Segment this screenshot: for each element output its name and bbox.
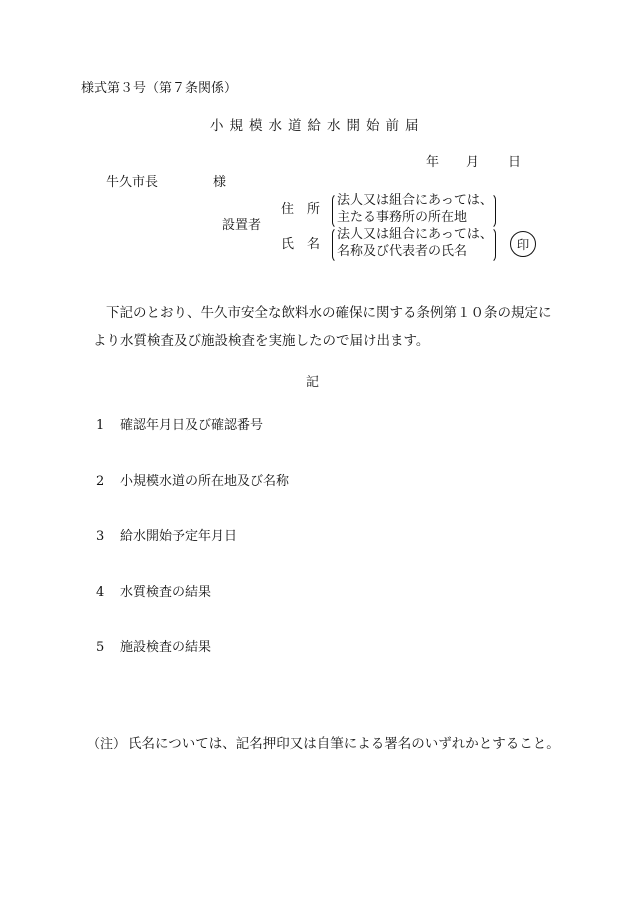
item-label: 小規模水道の所在地及び名称 — [120, 474, 290, 489]
item-label: 確認年月日及び確認番号 — [120, 418, 264, 433]
date-year-label: 年 — [426, 155, 440, 170]
form-number: 様式第３号（第７条関係） — [81, 81, 238, 96]
note-text: 氏名については、記名押印又は自筆による署名のいずれかとすること。 — [128, 736, 560, 752]
item-number: 1 — [96, 418, 105, 433]
item-number: 3 — [96, 529, 105, 544]
recipient-name: 牛久市長 — [106, 175, 159, 190]
date-day-label: 日 — [508, 155, 522, 170]
name-label: 氏 名 — [281, 237, 321, 252]
body-text-line1: 下記のとおり、牛久市安全な飲料水の確保に関する条例第１０条の規定に — [106, 305, 552, 321]
item-label: 水質検査の結果 — [120, 585, 212, 600]
installer-label: 設置者 — [222, 218, 262, 233]
name-note-line2: 名称及び代表者の氏名 — [337, 244, 468, 259]
note-label: （注） — [87, 737, 127, 752]
name-note-line1: 法人又は組合にあっては、 — [337, 227, 493, 242]
item-label: 給水開始予定年月日 — [120, 529, 238, 544]
recipient-honorific: 様 — [213, 175, 227, 190]
item-number: 4 — [96, 585, 105, 600]
item-label: 施設検査の結果 — [120, 640, 212, 655]
ki-heading: 記 — [306, 375, 320, 390]
document-title: 小規模水道給水開始前届 — [210, 118, 425, 134]
seal-mark: 印 — [510, 231, 536, 257]
address-note-line1: 法人又は組合にあっては、 — [337, 193, 493, 208]
body-text-line2: より水質検査及び施設検査を実施したので届け出ます。 — [93, 333, 430, 349]
item-number: 5 — [96, 640, 105, 655]
date-month-label: 月 — [466, 155, 480, 170]
address-label: 住 所 — [281, 202, 321, 217]
item-number: 2 — [96, 474, 105, 489]
address-note-line2: 主たる事務所の所在地 — [337, 210, 468, 225]
